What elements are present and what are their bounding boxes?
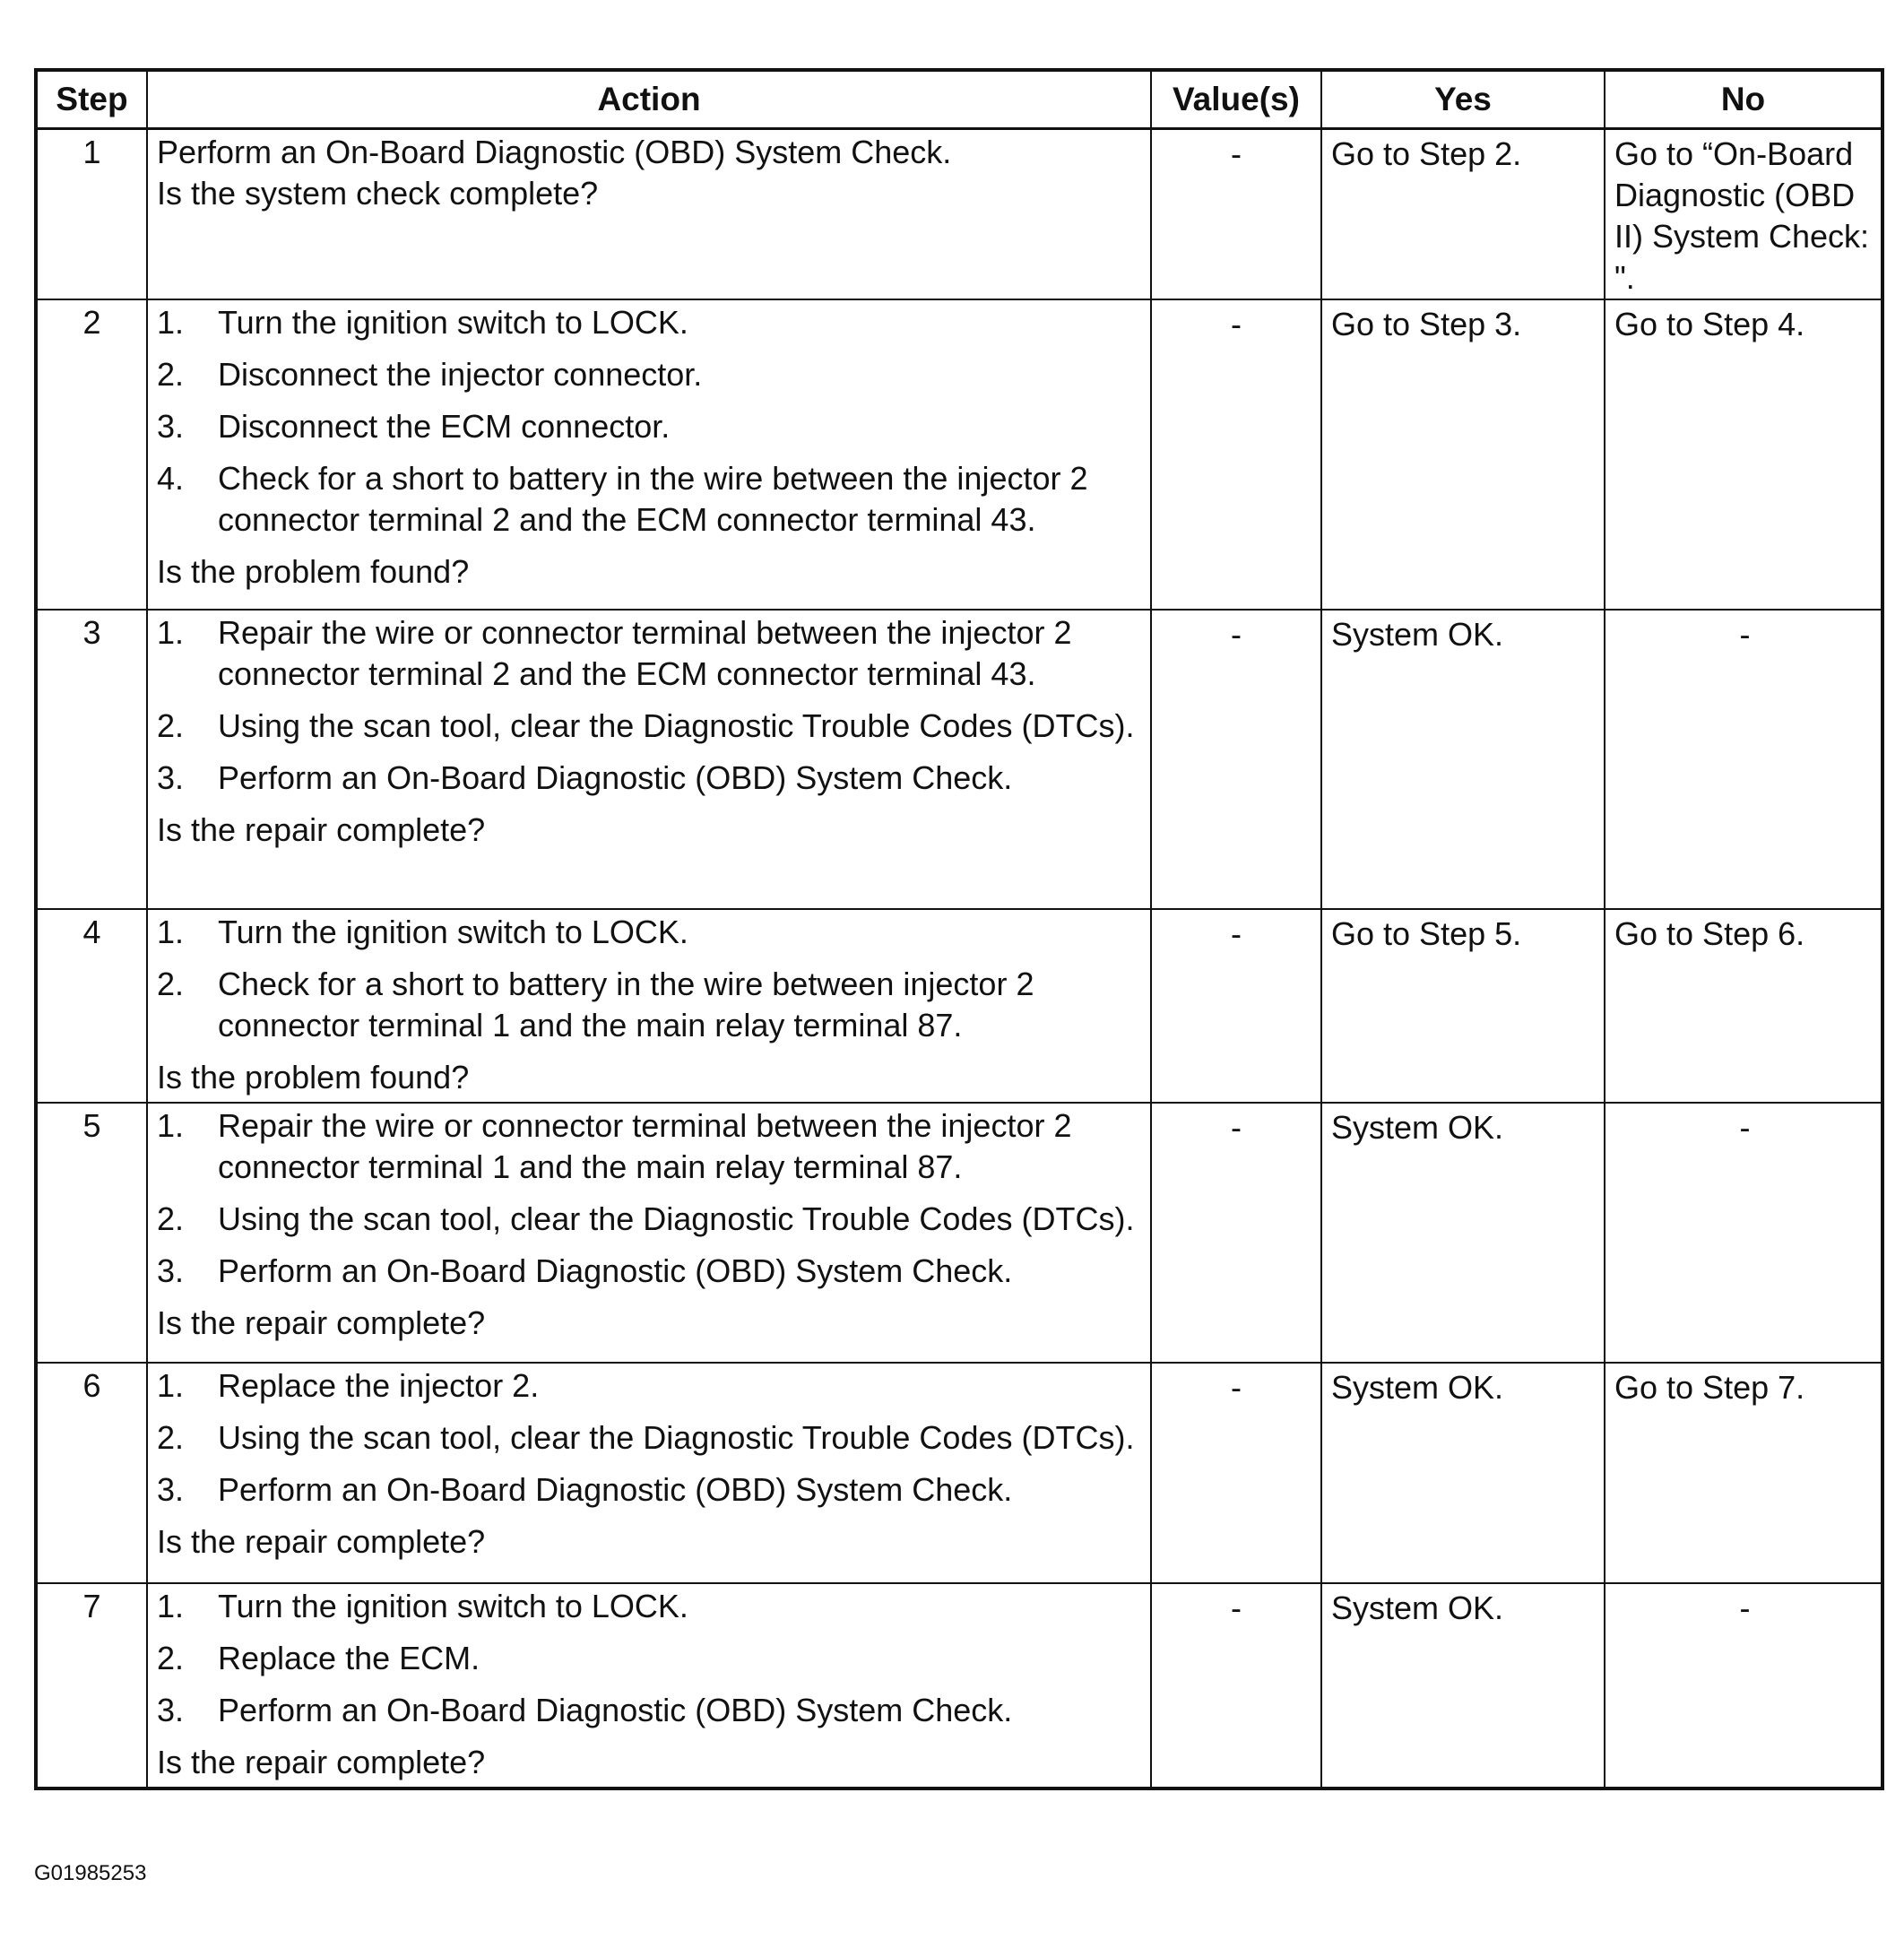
action-step-number: 1. [157, 614, 185, 651]
action-step-item [157, 706, 1143, 747]
action-step-text: Replace the ECM. [218, 1640, 480, 1676]
table-header-row [36, 70, 1882, 129]
header-action: Action [147, 70, 1151, 129]
action-step-text: Using the scan tool, clear the Diagnostic Trouble Codes (DTCs). [218, 1200, 1135, 1237]
action-step-text: Repair the wire or connector terminal between the injector 2 connector terminal 1 and the main relay terminal 87. [218, 1107, 1072, 1185]
table-row [36, 299, 1882, 610]
action-step-text: Turn the ignition switch to LOCK. [218, 1588, 688, 1624]
step-number: 1 [36, 129, 147, 300]
action-cell [147, 299, 1151, 610]
action-step-item [157, 458, 1143, 541]
action-step-item [157, 406, 1143, 447]
step-number: 3 [36, 610, 147, 909]
action-question: Is the problem found? [157, 553, 470, 590]
action-question: Is the repair complete? [157, 1523, 486, 1560]
no-cell: Go to Step 4. [1605, 299, 1882, 610]
no-cell: - [1605, 1103, 1882, 1363]
table-row [36, 1583, 1882, 1788]
action-step-text: Perform an On-Board Diagnostic (OBD) System Check. [218, 1692, 1013, 1728]
action-cell [147, 1583, 1151, 1788]
action-step-text: Replace the injector 2. [218, 1367, 540, 1404]
action-step-number: 4. [157, 460, 185, 497]
yes-cell: System OK. [1321, 610, 1605, 909]
table-body [36, 129, 1882, 1789]
yes-cell: Go to Step 3. [1321, 299, 1605, 610]
action-cell [147, 610, 1151, 909]
table-row [36, 1363, 1882, 1583]
action-step-item [157, 964, 1143, 1046]
action-step-text: Perform an On-Board Diagnostic (OBD) System Check. [218, 1471, 1013, 1508]
step-number: 5 [36, 1103, 147, 1363]
table-row [36, 1103, 1882, 1363]
action-step-text: Using the scan tool, clear the Diagnostic Trouble Codes (DTCs). [218, 1419, 1135, 1456]
step-number: 7 [36, 1583, 147, 1788]
action-step-item [157, 1365, 1143, 1407]
action-question: Is the repair complete? [157, 1744, 486, 1780]
action-step-number: 1. [157, 914, 185, 950]
action-step-text: Using the scan tool, clear the Diagnostic Trouble Codes (DTCs). [218, 707, 1135, 744]
no-cell: Go to Step 6. [1605, 909, 1882, 1103]
value-cell: - [1151, 1583, 1321, 1788]
action-step-item [157, 1469, 1143, 1511]
action-question: Is the repair complete? [157, 1304, 486, 1341]
action-step-text: Repair the wire or connector terminal between the injector 2 connector terminal 2 and the ECM connector terminal 43. [218, 614, 1072, 692]
action-step-item [157, 1199, 1143, 1240]
step-number: 4 [36, 909, 147, 1103]
step-number: 2 [36, 299, 147, 610]
no-cell: - [1605, 610, 1882, 909]
diagnostic-table [34, 68, 1884, 1790]
header-no: No [1605, 70, 1882, 129]
action-step-number: 3. [157, 408, 185, 445]
action-step-text: Disconnect the ECM connector. [218, 408, 671, 445]
action-step-number: 2. [157, 1640, 185, 1676]
action-step-number: 2. [157, 1419, 185, 1456]
value-cell: - [1151, 129, 1321, 300]
action-step-number: 1. [157, 1588, 185, 1624]
action-step-text: Turn the ignition switch to LOCK. [218, 304, 688, 341]
action-question: Is the repair complete? [157, 811, 486, 848]
yes-cell: System OK. [1321, 1583, 1605, 1788]
action-cell [147, 129, 1151, 300]
step-number: 6 [36, 1363, 147, 1583]
yes-cell: Go to Step 2. [1321, 129, 1605, 300]
value-cell: - [1151, 1103, 1321, 1363]
table-row [36, 610, 1882, 909]
header-values: Value(s) [1151, 70, 1321, 129]
action-step-item [157, 1586, 1143, 1627]
value-cell: - [1151, 909, 1321, 1103]
action-cell [147, 1363, 1151, 1583]
action-step-text: Check for a short to battery in the wire between injector 2 connector terminal 1 and the main relay terminal 87. [218, 966, 1034, 1044]
action-step-number: 3. [157, 759, 185, 796]
action-step-number: 3. [157, 1692, 185, 1728]
header-step: Step [36, 70, 147, 129]
header-yes: Yes [1321, 70, 1605, 129]
yes-cell: Go to Step 5. [1321, 909, 1605, 1103]
action-step-number: 2. [157, 707, 185, 744]
action-step-number: 1. [157, 1107, 185, 1144]
action-step-text: Check for a short to battery in the wire between the injector 2 connector terminal 2 and the ECM connector terminal 43. [218, 460, 1088, 538]
action-step-number: 3. [157, 1252, 185, 1289]
action-step-number: 2. [157, 966, 185, 1002]
action-step-item [157, 912, 1143, 953]
action-step-number: 3. [157, 1471, 185, 1508]
action-step-item [157, 612, 1143, 695]
action-line: Perform an On-Board Diagnostic (OBD) System Check. [157, 134, 952, 170]
action-question: Is the problem found? [157, 1059, 470, 1096]
action-cell [147, 1103, 1151, 1363]
value-cell: - [1151, 299, 1321, 610]
action-step-text: Perform an On-Board Diagnostic (OBD) System Check. [218, 759, 1013, 796]
yes-cell: System OK. [1321, 1103, 1605, 1363]
action-step-text: Turn the ignition switch to LOCK. [218, 914, 688, 950]
action-step-text: Perform an On-Board Diagnostic (OBD) System Check. [218, 1252, 1013, 1289]
action-step-item [157, 1251, 1143, 1292]
action-step-number: 2. [157, 1200, 185, 1237]
action-step-item [157, 354, 1143, 395]
action-step-item [157, 1690, 1143, 1731]
action-step-item [157, 758, 1143, 799]
value-cell: - [1151, 1363, 1321, 1583]
table-row [36, 909, 1882, 1103]
action-step-text: Disconnect the injector connector. [218, 356, 703, 393]
action-step-item [157, 1105, 1143, 1188]
value-cell: - [1151, 610, 1321, 909]
no-cell: - [1605, 1583, 1882, 1788]
action-step-item [157, 1638, 1143, 1679]
action-step-item [157, 302, 1143, 343]
action-step-number: 1. [157, 1367, 185, 1404]
no-cell: Go to Step 7. [1605, 1363, 1882, 1583]
no-cell: Go to “On-Board Diagnostic (OBD II) System Check: ". [1605, 129, 1882, 300]
action-step-number: 1. [157, 304, 185, 341]
action-question: Is the system check complete? [157, 175, 599, 212]
yes-cell: System OK. [1321, 1363, 1605, 1583]
action-step-number: 2. [157, 356, 185, 393]
table-row [36, 129, 1882, 300]
action-step-item [157, 1417, 1143, 1459]
figure-id: G01985253 [34, 1861, 147, 1885]
action-cell [147, 909, 1151, 1103]
